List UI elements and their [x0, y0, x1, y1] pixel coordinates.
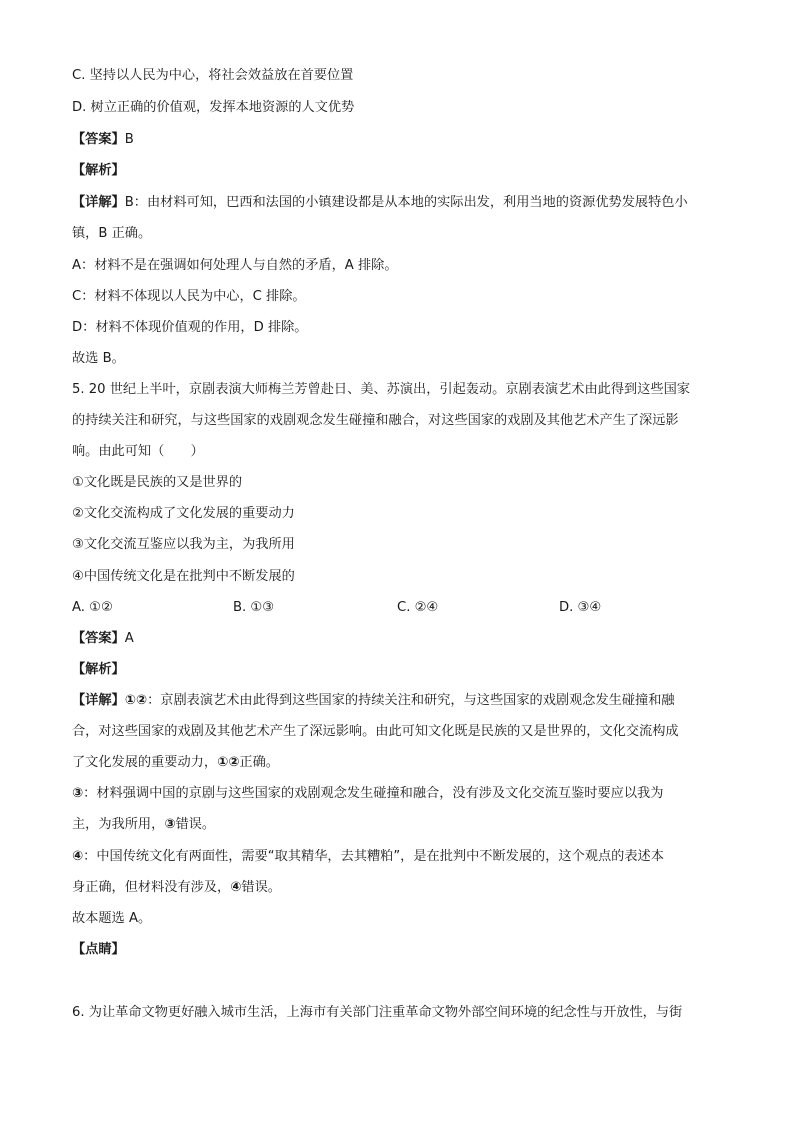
q5-stem-line-2: 的持续关注和研究，与这些国家的戏剧观念发生碰撞和融合，对这些国家的戏剧及其他艺术产生了深远影 — [72, 413, 679, 428]
detail-marks: ①② — [217, 755, 240, 770]
reason-mark: ④ — [72, 849, 84, 864]
answer-tag: 【答案】 — [72, 132, 125, 147]
q4-answer — [72, 130, 728, 150]
q5-reason-4-line-2 — [72, 878, 728, 898]
q4-conclusion: 故选 B。 — [72, 351, 125, 366]
q5-answer — [72, 629, 728, 649]
detail-marks: ①② — [124, 693, 148, 708]
reason-mark: ③ — [164, 817, 176, 832]
q5-stem-line-1: 5. 20 世纪上半叶，京剧表演大师梅兰芳曾赴日、美、苏演出，引起轰动。京剧表演艺术由此得到这些国家 — [72, 382, 690, 397]
q4-reason-d: D：材料不体现价值观的作用，D 排除。 — [72, 320, 308, 335]
reason-text-end: 错误。 — [175, 817, 216, 832]
q5-reason-3-line-1 — [72, 784, 732, 804]
q5-statement-2: ②文化交流构成了文化发展的重要动力 — [72, 506, 295, 521]
q5-stem-line-3: 响。由此可知（ ） — [72, 444, 204, 459]
reason-text: 身正确，但材料没有涉及， — [72, 880, 231, 895]
q4-option-c: C. 坚持以人民为中心，将社会效益放在首要位置 — [72, 68, 354, 83]
detail-tag: 【详解】 — [72, 693, 125, 708]
q5-comment-heading — [72, 940, 728, 960]
answer-tag: 【答案】 — [72, 631, 125, 646]
answer-value: B — [124, 132, 134, 147]
q4-reason-c: C：材料不体现以人民为中心，C 排除。 — [72, 289, 306, 304]
detail-text-end: 正确。 — [239, 755, 279, 770]
detail-text: B：由材料可知，巴西和法国的小镇建设都是从本地的实际出发，利用当地的资源优势发展特色小 — [124, 195, 688, 210]
analysis-tag: 【解析】 — [72, 163, 125, 178]
q5-analysis-heading — [72, 660, 728, 680]
q5-statement-3: ③文化交流互鉴应以我为主，为我所用 — [72, 537, 295, 552]
comment-tag: 【点睛】 — [72, 942, 125, 957]
q5-statement-4: ④中国传统文化是在批判中不断发展的 — [72, 569, 295, 584]
q5-statement-1: ①文化既是民族的又是世界的 — [72, 475, 243, 490]
reason-text-end: 错误。 — [241, 880, 281, 895]
q5-reason-3-line-2 — [72, 815, 728, 835]
analysis-tag: 【解析】 — [72, 662, 125, 677]
q4-option-d: D. 树立正确的价值观，发挥本地资源的人文优势 — [72, 100, 355, 115]
q5-detail-line-3 — [72, 753, 728, 773]
q4-detail-line-1 — [72, 193, 732, 213]
q6-stem-line-1: 6. 为让革命文物更好融入城市生活，上海市有关部门注重革命文物外部空间环境的纪念性与开放性，与街 — [72, 1005, 683, 1020]
q4-analysis-heading — [72, 161, 728, 181]
detail-text: ：京剧表演艺术由此得到这些国家的持续关注和研究，与这些国家的戏剧观念发生碰撞和融 — [147, 693, 675, 708]
q5-option-c: C. ②④ — [397, 600, 439, 615]
detail-tag: 【详解】 — [72, 195, 125, 210]
q5-detail-line-2: 合，对这些国家的戏剧及其他艺术产生了深远影响。由此可知文化既是民族的又是世界的，文化交流构成 — [72, 724, 679, 739]
q5-detail-line-1 — [72, 691, 732, 711]
reason-mark: ③ — [72, 786, 84, 801]
reason-text: ：材料强调中国的京剧与这些国家的戏剧观念发生碰撞和融合，没有涉及文化交流互鉴时要应以我为 — [83, 786, 664, 801]
reason-text: ：中国传统文化有两面性，需要“取其精华，去其糟粕”，是在批判中不断发展的，这个观点的表述本 — [83, 849, 664, 864]
q5-option-d: D. ③④ — [559, 600, 602, 615]
reason-mark: ④ — [230, 880, 242, 895]
q5-reason-4-line-1 — [72, 847, 732, 867]
q4-reason-a: A：材料不是在强调如何处理人与自然的矛盾，A 排除。 — [72, 258, 398, 273]
q5-option-b: B. ①③ — [233, 600, 275, 615]
q5-conclusion: 故本题选 A。 — [72, 911, 152, 926]
reason-text: 主，为我所用， — [72, 817, 165, 832]
q5-option-a: A. ①② — [72, 600, 113, 615]
detail-text: 了文化发展的重要动力， — [72, 755, 218, 770]
q4-detail-line-2: 镇，B 正确。 — [72, 226, 152, 241]
answer-value: A — [124, 631, 134, 646]
